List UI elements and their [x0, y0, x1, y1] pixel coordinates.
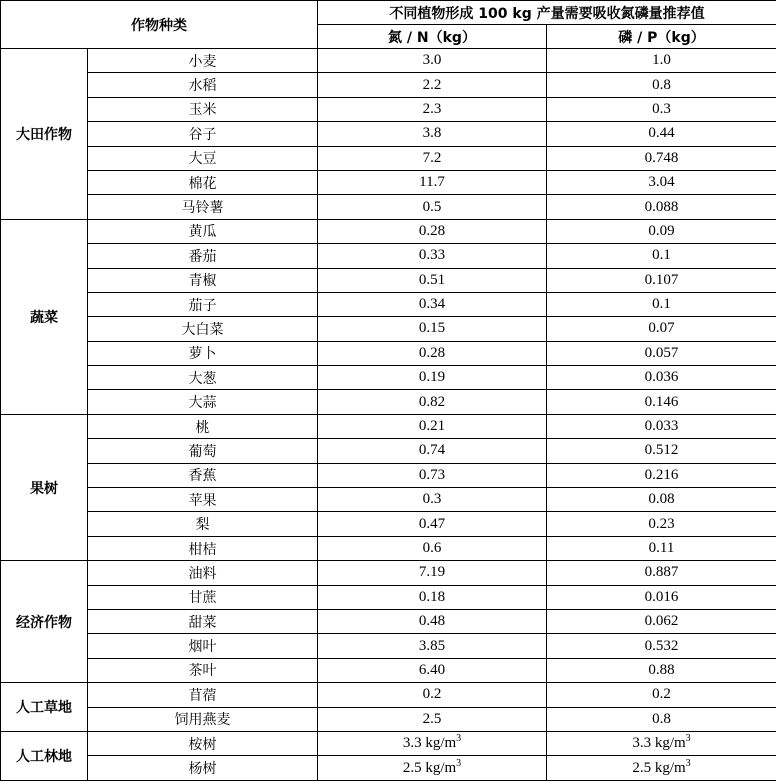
- nitrogen-value-cell: [318, 268, 547, 292]
- nitrogen-value-cell: [318, 195, 547, 219]
- nitrogen-value-cell: [318, 390, 547, 414]
- crop-name-cell: 大豆: [88, 146, 318, 170]
- category-cell: 大田作物: [1, 49, 88, 220]
- phosphorus-header: 磷 / P（kg）: [547, 25, 776, 49]
- phosphorus-value-cell: [547, 146, 776, 170]
- nitrogen-value: 0.3: [422, 491, 442, 508]
- nitrogen-value: 0.28: [418, 344, 446, 361]
- crop-name-cell: 苹果: [88, 488, 318, 512]
- phosphorus-value-cell: [547, 658, 776, 682]
- nitrogen-value-cell: [318, 731, 547, 755]
- table-row: [1, 731, 776, 755]
- nitrogen-value-cell: [318, 414, 547, 438]
- crop-name-cell: 桉树: [88, 731, 318, 755]
- table-row: [1, 512, 776, 536]
- phosphorus-value: 3.3 kg/m: [632, 735, 686, 752]
- nitrogen-value: 0.15: [418, 320, 446, 337]
- nitrogen-value: 0.28: [418, 222, 446, 239]
- table-row: [1, 585, 776, 609]
- nitrogen-value-cell: [318, 561, 547, 585]
- phosphorus-value-cell: [547, 341, 776, 365]
- nitrogen-value-cell: [318, 536, 547, 560]
- phosphorus-value-cell: [547, 585, 776, 609]
- table-row: [1, 317, 776, 341]
- nitrogen-value-cell: [318, 707, 547, 731]
- table-row: [1, 341, 776, 365]
- phosphorus-value: 0.062: [644, 613, 679, 630]
- nitrogen-value: 0.82: [418, 393, 446, 410]
- nitrogen-value: 0.33: [418, 247, 446, 264]
- crop-name-cell: 甘蔗: [88, 585, 318, 609]
- crop-name-cell: 柑桔: [88, 536, 318, 560]
- nitrogen-value: 0.73: [418, 466, 446, 483]
- phosphorus-value: 0.887: [644, 564, 679, 581]
- crop-name-cell: 萝卜: [88, 341, 318, 365]
- phosphorus-value-cell: [547, 73, 776, 97]
- nitrogen-value-cell: [318, 122, 547, 146]
- nitrogen-value-cell: [318, 683, 547, 707]
- nitrogen-value: 0.2: [422, 686, 442, 703]
- nitrogen-value-cell: [318, 634, 547, 658]
- crop-name-cell: 香蕉: [88, 463, 318, 487]
- table-header: [1, 1, 776, 49]
- phosphorus-value-cell: [547, 439, 776, 463]
- table-row: [1, 488, 776, 512]
- phosphorus-value-cell: [547, 707, 776, 731]
- nitrogen-value-cell: [318, 658, 547, 682]
- phosphorus-value: 2.5 kg/m: [632, 759, 686, 776]
- nitrogen-value-cell: [318, 97, 547, 121]
- table-row: [1, 609, 776, 633]
- table-row: [1, 292, 776, 316]
- category-cell: 人工林地: [1, 731, 88, 780]
- nitrogen-value: 3.3 kg/m: [402, 735, 457, 752]
- phosphorus-value-cell: [547, 414, 776, 438]
- crop-name-cell: 茶叶: [88, 658, 318, 682]
- crop-name-cell: 青椒: [88, 268, 318, 292]
- phosphorus-value-cell: [547, 634, 776, 658]
- phosphorus-value: 0.036: [644, 369, 679, 386]
- nitrogen-value-cell: [318, 219, 547, 243]
- phosphorus-value: 0.08: [648, 491, 675, 508]
- phosphorus-value: 3.04: [648, 174, 675, 191]
- nitrogen-value-cell: [318, 317, 547, 341]
- phosphorus-value-cell: [547, 170, 776, 194]
- crop-name-cell: 甜菜: [88, 609, 318, 633]
- phosphorus-value: 0.88: [648, 661, 675, 678]
- table-row: [1, 122, 776, 146]
- phosphorus-value-cell: [547, 219, 776, 243]
- nitrogen-value: 2.2: [422, 76, 442, 93]
- phosphorus-value-cell: [547, 49, 776, 73]
- nitrogen-value: 2.5: [422, 710, 442, 727]
- nitrogen-value: 0.48: [418, 613, 446, 630]
- nitrogen-value: 7.2: [422, 149, 442, 166]
- phosphorus-value: 0.8: [652, 710, 671, 727]
- table-row: [1, 561, 776, 585]
- phosphorus-value-cell: [547, 683, 776, 707]
- table-row: [1, 463, 776, 487]
- unit-exponent: 3: [456, 757, 462, 769]
- crop-name-cell: 饲用燕麦: [88, 707, 318, 731]
- crop-name-cell: 桃: [88, 414, 318, 438]
- crop-name-cell: 谷子: [88, 122, 318, 146]
- crop-name-cell: 烟叶: [88, 634, 318, 658]
- crop-type-header: 作物种类: [1, 1, 318, 49]
- phosphorus-value-cell: [547, 122, 776, 146]
- unit-exponent: 3: [685, 733, 691, 745]
- nitrogen-value: 3.8: [422, 125, 442, 142]
- phosphorus-value: 0.44: [648, 125, 675, 142]
- table-row: [1, 536, 776, 560]
- phosphorus-value: 0.11: [648, 540, 675, 556]
- crop-name-cell: 番茄: [88, 244, 318, 268]
- phosphorus-value-cell: [547, 292, 776, 316]
- table-row: [1, 97, 776, 121]
- phosphorus-value: 0.512: [644, 442, 679, 459]
- phosphorus-value-cell: [547, 561, 776, 585]
- phosphorus-value-cell: [547, 390, 776, 414]
- phosphorus-value-cell: [547, 488, 776, 512]
- phosphorus-value: 0.8: [652, 76, 671, 93]
- nitrogen-value: 6.40: [418, 661, 446, 678]
- nitrogen-value-cell: [318, 49, 547, 73]
- nitrogen-value-cell: [318, 341, 547, 365]
- nitrogen-value: 0.21: [418, 418, 446, 435]
- phosphorus-value-cell: [547, 366, 776, 390]
- nitrogen-value-cell: [318, 244, 547, 268]
- nitrogen-value: 2.5 kg/m: [402, 759, 457, 776]
- nitrogen-value-cell: [318, 463, 547, 487]
- nitrogen-value: 0.51: [418, 271, 446, 288]
- crop-name-cell: 水稻: [88, 73, 318, 97]
- nitrogen-value: 2.3: [422, 100, 442, 117]
- phosphorus-value: 1.0: [652, 52, 671, 69]
- table-row: [1, 73, 776, 97]
- nitrogen-value-cell: [318, 488, 547, 512]
- nitrogen-value-cell: [318, 170, 547, 194]
- phosphorus-value-cell: [547, 463, 776, 487]
- nitrogen-value: 3.0: [422, 52, 442, 69]
- table-row: [1, 683, 776, 707]
- nitrogen-header: 氮 / N（kg）: [318, 25, 547, 49]
- phosphorus-value-cell: [547, 268, 776, 292]
- table-row: [1, 366, 776, 390]
- phosphorus-value: 0.107: [644, 271, 679, 288]
- phosphorus-value-cell: [547, 756, 776, 780]
- table-row: [1, 634, 776, 658]
- crop-name-cell: 梨: [88, 512, 318, 536]
- nitrogen-value: 0.19: [418, 369, 446, 386]
- crop-name-cell: 大白菜: [88, 317, 318, 341]
- crop-name-cell: 茄子: [88, 292, 318, 316]
- table-row: [1, 658, 776, 682]
- nitrogen-value: 0.34: [418, 296, 446, 313]
- crop-name-cell: 苜蓿: [88, 683, 318, 707]
- unit-exponent: 3: [456, 733, 462, 745]
- crop-name-cell: 小麦: [88, 49, 318, 73]
- phosphorus-value: 0.088: [644, 198, 679, 215]
- category-cell: 果树: [1, 414, 88, 560]
- phosphorus-value: 0.216: [644, 466, 679, 483]
- table-row: [1, 268, 776, 292]
- phosphorus-value: 0.07: [648, 320, 675, 337]
- phosphorus-value: 0.057: [644, 344, 679, 361]
- table-row: [1, 414, 776, 438]
- table-row: [1, 219, 776, 243]
- requirement-title-header: 不同植物形成 100 kg 产量需要吸收氮磷量推荐值: [318, 1, 776, 25]
- nitrogen-value-cell: [318, 609, 547, 633]
- table-body: [1, 49, 776, 781]
- unit-exponent: 3: [685, 757, 691, 769]
- crop-name-cell: 马铃薯: [88, 195, 318, 219]
- nitrogen-value: 0.5: [422, 198, 442, 215]
- table-row: [1, 707, 776, 731]
- phosphorus-value-cell: [547, 536, 776, 560]
- table-row: [1, 49, 776, 73]
- table-row: [1, 244, 776, 268]
- crop-name-cell: 大蒜: [88, 390, 318, 414]
- nitrogen-value-cell: [318, 73, 547, 97]
- crop-name-cell: 黄瓜: [88, 219, 318, 243]
- phosphorus-value-cell: [547, 731, 776, 755]
- table-row: [1, 170, 776, 194]
- nitrogen-value: 0.47: [418, 515, 446, 532]
- phosphorus-value-cell: [547, 512, 776, 536]
- category-cell: 人工草地: [1, 683, 88, 732]
- crop-name-cell: 棉花: [88, 170, 318, 194]
- nitrogen-value-cell: [318, 146, 547, 170]
- crop-name-cell: 葡萄: [88, 439, 318, 463]
- phosphorus-value: 0.1: [652, 247, 671, 264]
- phosphorus-value-cell: [547, 195, 776, 219]
- phosphorus-value: 0.033: [644, 418, 679, 435]
- table-row: [1, 756, 776, 780]
- nitrogen-value: 0.74: [418, 442, 446, 459]
- table-row: [1, 390, 776, 414]
- phosphorus-value: 0.532: [644, 637, 679, 654]
- crop-name-cell: 杨树: [88, 756, 318, 780]
- nitrogen-value: 3.85: [418, 637, 446, 654]
- category-cell: 经济作物: [1, 561, 88, 683]
- nitrogen-value-cell: [318, 512, 547, 536]
- nitrogen-value-cell: [318, 439, 547, 463]
- crop-name-cell: 玉米: [88, 97, 318, 121]
- table-row: [1, 439, 776, 463]
- nitrogen-value-cell: [318, 366, 547, 390]
- phosphorus-value: 0.3: [652, 100, 671, 117]
- nitrogen-value: 11.7: [419, 174, 445, 191]
- nitrogen-value-cell: [318, 585, 547, 609]
- phosphorus-value: 0.146: [644, 393, 679, 410]
- phosphorus-value-cell: [547, 244, 776, 268]
- category-cell: 蔬菜: [1, 219, 88, 414]
- nitrogen-value: 0.6: [422, 540, 442, 556]
- phosphorus-value-cell: [547, 609, 776, 633]
- phosphorus-value: 0.016: [644, 588, 679, 605]
- nitrogen-value: 7.19: [418, 564, 446, 581]
- phosphorus-value: 0.748: [644, 149, 679, 166]
- phosphorus-value: 0.23: [648, 515, 675, 532]
- nitrogen-value: 0.18: [418, 588, 446, 605]
- nitrogen-value-cell: [318, 292, 547, 316]
- table-row: [1, 146, 776, 170]
- phosphorus-value-cell: [547, 317, 776, 341]
- crop-name-cell: 油料: [88, 561, 318, 585]
- phosphorus-value: 0.1: [652, 296, 671, 313]
- phosphorus-value: 0.09: [648, 222, 675, 239]
- crop-name-cell: 大葱: [88, 366, 318, 390]
- phosphorus-value-cell: [547, 97, 776, 121]
- nitrogen-value-cell: [318, 756, 547, 780]
- phosphorus-value: 0.2: [652, 686, 671, 703]
- table-row: [1, 195, 776, 219]
